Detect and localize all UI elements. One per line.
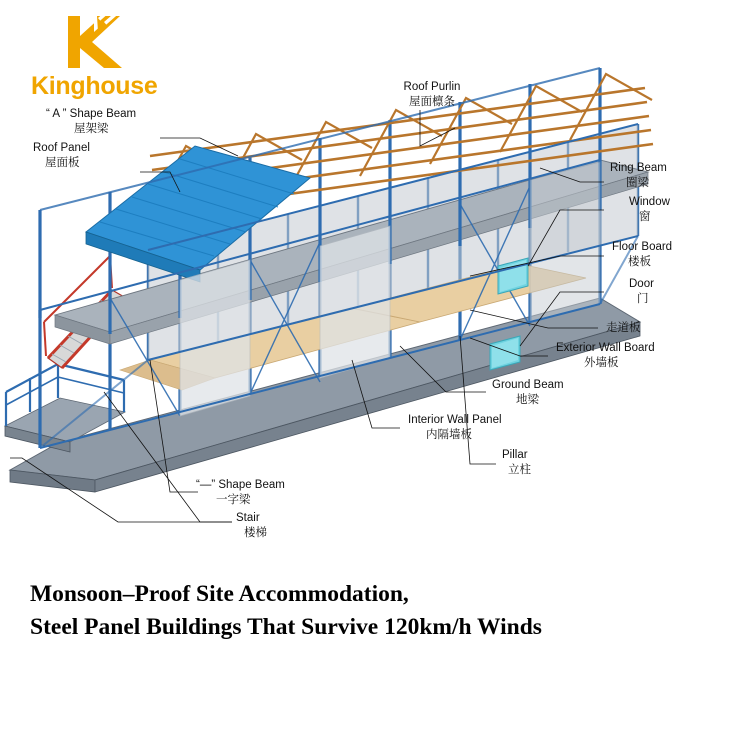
label-a-shape-beam: “ A ” Shape Beam 屋架梁 bbox=[46, 108, 137, 136]
label-door: Door 门 bbox=[629, 278, 654, 306]
caption-block bbox=[30, 578, 730, 645]
label-floor-board: Floor Board 楼板 bbox=[612, 241, 673, 269]
label-window: Window 窗 bbox=[629, 196, 670, 224]
label-walkway-board: 走道板 bbox=[606, 320, 641, 334]
label-stair: Stair 楼梯 bbox=[236, 512, 267, 540]
label-interior-wall-panel: Interior Wall Panel 内隔墙板 bbox=[408, 414, 502, 442]
label-roof-panel: Roof Panel 屋面板 bbox=[33, 142, 90, 170]
exterior-wall-right bbox=[530, 162, 600, 322]
label-dash-shape-beam: “—” Shape Beam 一字梁 bbox=[196, 479, 285, 507]
label-ring-beam: Ring Beam 圈梁 bbox=[610, 162, 667, 190]
caption-line-1: Monsoon–Proof Site Accommodation, bbox=[30, 581, 409, 607]
caption-line-2: Steel Panel Buildings That Survive 120km/h Winds bbox=[30, 614, 542, 641]
label-roof-purlin: Roof Purlin 屋面檩条 bbox=[403, 81, 461, 109]
brand-name: Kinghouse bbox=[31, 72, 158, 100]
label-exterior-wall-board: Exterior Wall Board 外墙板 bbox=[556, 342, 655, 370]
label-pillar: Pillar 立柱 bbox=[502, 449, 531, 477]
label-ground-beam: Ground Beam 地梁 bbox=[492, 379, 564, 407]
